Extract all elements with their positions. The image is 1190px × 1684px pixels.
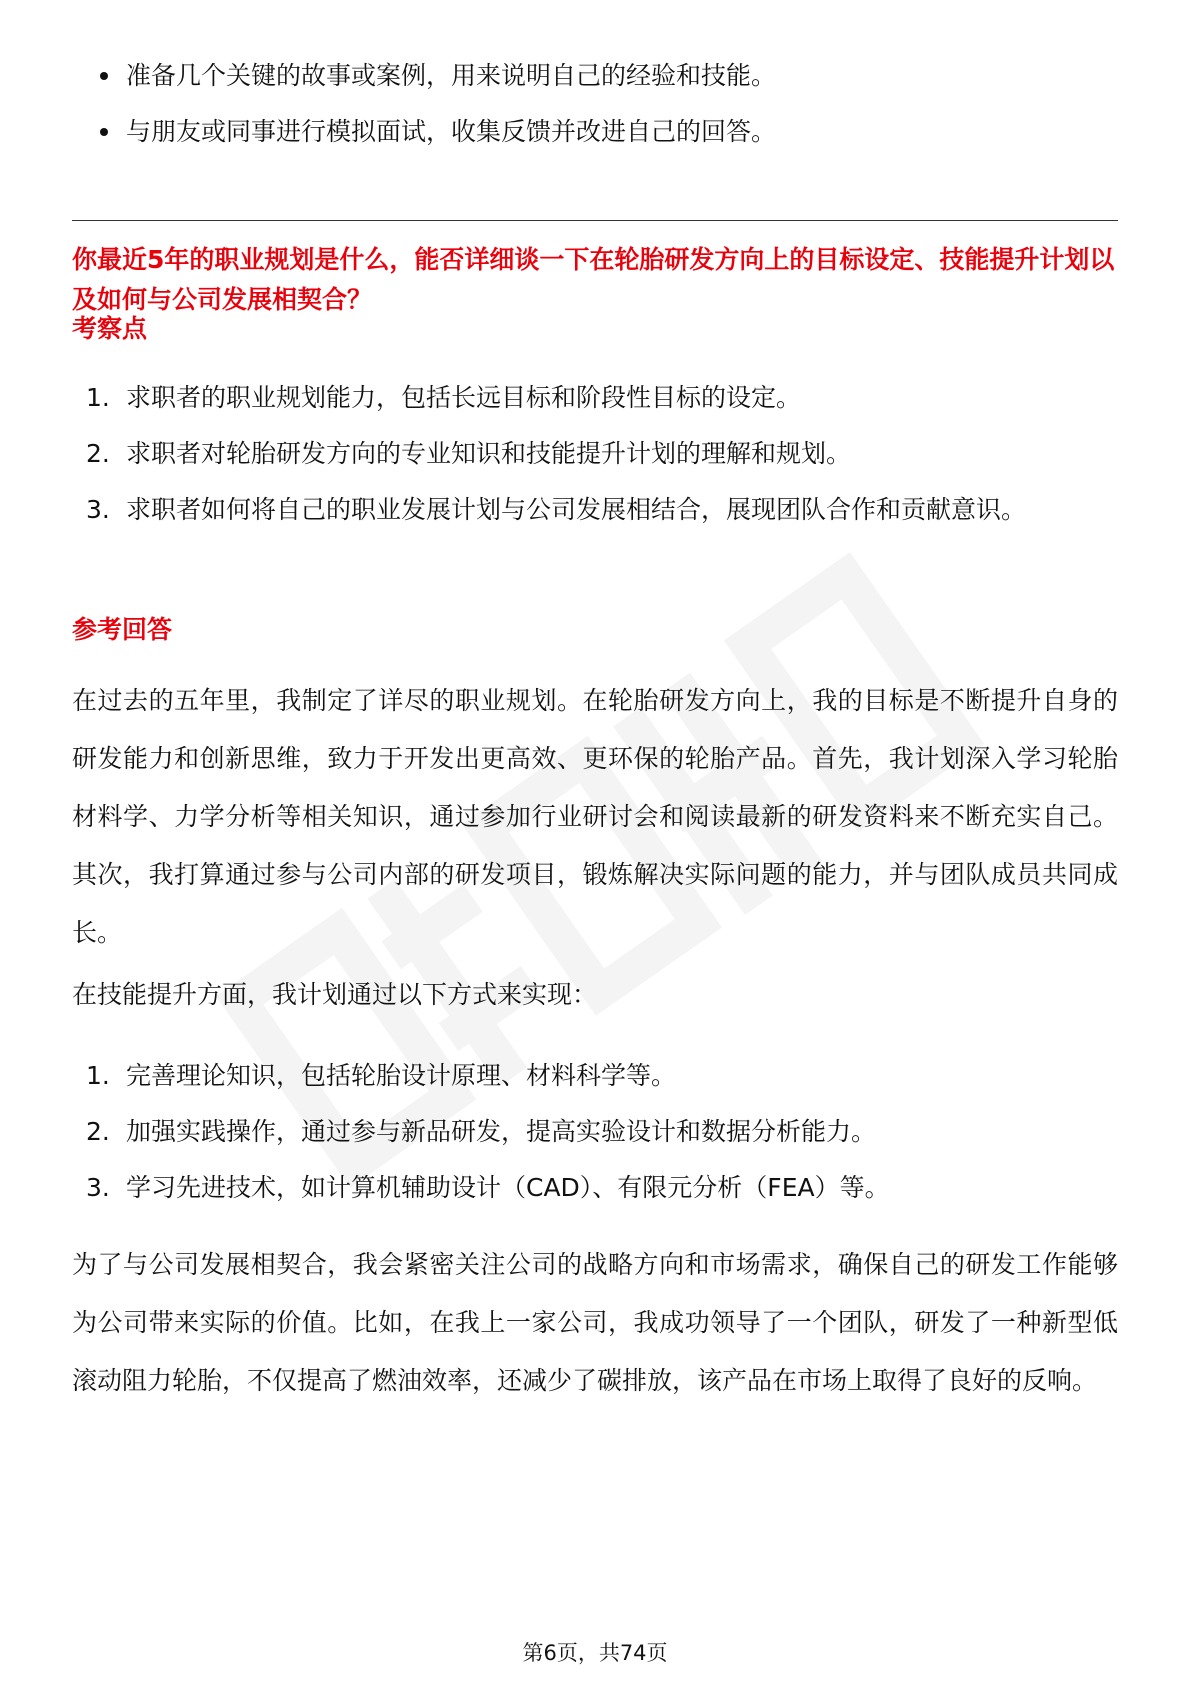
list-text: 求职者对轮胎研发方向的专业知识和技能提升计划的理解和规划。 [126,439,852,468]
question-heading: 你最近5年的职业规划是什么，能否详细谈一下在轮胎研发方向上的目标设定、技能提升计划以及如何与公司发展相契合？ [72,245,1115,314]
section-title-assessment: 考察点 [72,314,148,343]
list-number: 2. [86,1117,110,1146]
list-text: 学习先进技术，如计算机辅助设计（CAD）、有限元分析（FEA）等。 [126,1173,890,1202]
list-item [72,370,1118,426]
list-number: 3. [86,1173,110,1202]
answer-paragraph: 在技能提升方面，我计划通过以下方式来实现： [72,980,598,1009]
list-item [72,1104,1118,1160]
list-text: 求职者如何将自己的职业发展计划与公司发展相结合，展现团队合作和贡献意识。 [126,495,1027,524]
tips-list [72,56,1118,168]
list-text: 完善理论知识，包括轮胎设计原理、材料科学等。 [126,1061,677,1090]
answer-paragraph: 在过去的五年里，我制定了详尽的职业规划。在轮胎研发方向上，我的目标是不断提升自身的研发能力和创新思维，致力于开发出更高效、更环保的轮胎产品。首先，我计划深入学习轮胎材料学、力学分析等相关知识，通过参加行业研讨会和阅读最新的研发资料来不断充实自己。其次，我打算通过参与公司内部的研发项目，锻炼解决实际问题的能力，并与团队成员共同成长。 [72,686,1118,947]
list-text: 加强实践操作，通过参与新品研发，提高实验设计和数据分析能力。 [126,1117,877,1146]
list-item: 与朋友或同事进行模拟面试，收集反馈并改进自己的回答。 [72,112,1118,152]
answer-paragraph: 为了与公司发展相契合，我会紧密关注公司的战略方向和市场需求，确保自己的研发工作能够为公司带来实际的价值。比如，在我上一家公司，我成功领导了一个团队，研发了一种新型低滚动阻力轮胎，不仅提高了燃油效率，还减少了碳排放，该产品在市场上取得了良好的反响。 [72,1250,1118,1395]
list-number: 3. [86,495,110,524]
list-item: 准备几个关键的故事或案例，用来说明自己的经验和技能。 [72,56,1118,96]
section-divider [72,220,1118,221]
skills-list [72,1048,1118,1216]
list-text: 求职者的职业规划能力，包括长远目标和阶段性目标的设定。 [126,383,802,412]
section-title-reference-answer: 参考回答 [72,615,173,644]
list-item [72,1160,1118,1216]
list-number: 1. [86,383,110,412]
list-item [72,482,1118,538]
list-number: 1. [86,1061,110,1090]
assessment-list [72,370,1118,538]
list-number: 2. [86,439,110,468]
list-item [72,426,1118,482]
page-footer: 第6页，共74页 [522,1641,668,1665]
list-item [72,1048,1118,1104]
